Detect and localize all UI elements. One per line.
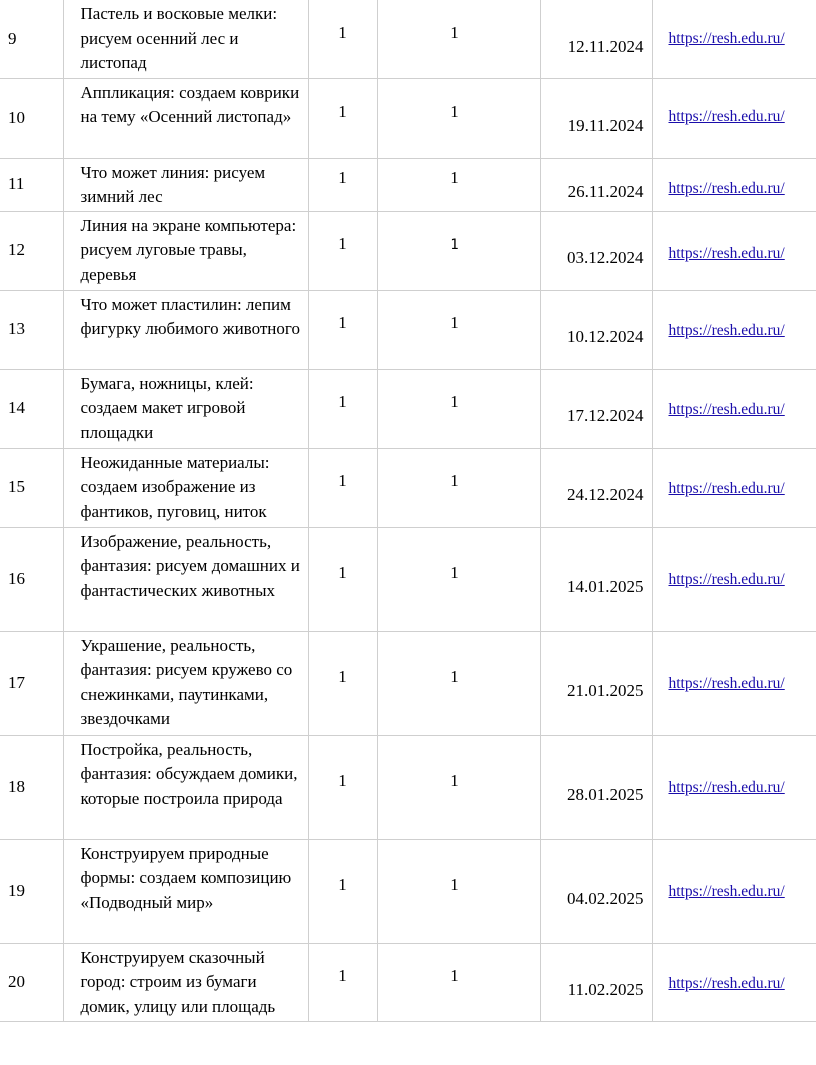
lesson-practice [377,527,540,631]
table-row [0,943,816,1021]
lesson-practice [377,631,540,735]
lesson-number: 12 [0,211,63,290]
lesson-topic: Конструируем природные формы: создаем композицию «Подводный мир» [63,839,308,943]
lesson-date-value: 17.12.2024 [567,406,644,426]
resource-link[interactable]: https://resh.edu.ru/ [668,400,785,418]
lesson-practice [377,290,540,369]
lesson-topic: Аппликация: создаем коврики на тему «Осенний листопад» [63,78,308,158]
lesson-date [540,735,652,839]
lesson-practice-value: 1 [450,101,459,121]
lesson-hours-value: 1 [338,22,347,42]
resource-link[interactable]: https://resh.edu.ru/ [668,674,785,692]
lesson-date-value: 28.01.2025 [567,784,644,804]
resource-link[interactable]: https://resh.edu.ru/ [668,30,785,47]
lesson-date-value: 14.01.2025 [567,576,644,596]
resource-link[interactable]: https://resh.edu.ru/ [668,882,785,900]
lesson-date [540,448,652,527]
resource-link[interactable]: https://resh.edu.ru/ [668,179,785,197]
lesson-topic: Украшение, реальность, фантазия: рисуем кружево со снежинками, паутинками, звездочками [63,631,308,735]
lesson-date [540,211,652,290]
lesson-practice-value: 1 [450,562,459,582]
lesson-resource [652,735,816,839]
lesson-practice [377,369,540,448]
lesson-hours-value: 1 [338,874,347,894]
lesson-topic: Что может пластилин: лепим фигурку любимого животного [63,290,308,369]
lesson-date [540,839,652,943]
lesson-date [540,369,652,448]
lesson-hours [308,448,377,527]
lesson-date-value: 12.11.2024 [567,36,644,56]
lesson-hours [308,78,377,158]
lesson-topic: Изображение, реальность, фантазия: рисуем домашних и фантастических животных [63,527,308,631]
lesson-hours-value: 1 [338,313,347,333]
lesson-date-value: 10.12.2024 [567,327,644,347]
lesson-practice-value: 1 [450,236,459,253]
lesson-hours-value: 1 [338,770,347,790]
lesson-resource [652,448,816,527]
lesson-hours-value: 1 [338,666,347,686]
lesson-date [540,943,652,1021]
lesson-number: 20 [0,943,63,1021]
table-row [0,211,816,290]
resource-link[interactable]: https://resh.edu.ru/ [668,974,785,992]
resource-link[interactable]: https://resh.edu.ru/ [668,778,785,796]
lesson-hours [308,839,377,943]
lesson-resource [652,78,816,158]
lesson-resource [652,631,816,735]
lesson-date [540,527,652,631]
lesson-hours-value: 1 [338,562,347,582]
lesson-hours [308,290,377,369]
lesson-topic: Конструируем сказочный город: строим из бумаги домик, улицу или площадь [63,943,308,1021]
lesson-hours [308,158,377,211]
lesson-practice-value: 1 [450,874,459,894]
table-row [0,290,816,369]
lesson-hours-value: 1 [338,471,347,491]
lesson-date-value: 19.11.2024 [567,115,644,135]
lesson-hours-value: 1 [338,101,347,121]
lesson-resource [652,527,816,631]
table-row [0,78,816,158]
lesson-hours [308,631,377,735]
resource-link[interactable]: https://resh.edu.ru/ [668,479,785,497]
table-row [0,527,816,631]
lesson-topic: Что может линия: рисуем зимний лес [63,158,308,211]
lesson-practice [377,448,540,527]
lesson-topic: Бумага, ножницы, клей: создаем макет игровой площадки [63,369,308,448]
lesson-practice-value: 1 [450,392,459,412]
lesson-practice-value: 1 [450,965,459,985]
table-row [0,735,816,839]
lesson-resource [652,943,816,1021]
resource-link[interactable]: https://resh.edu.ru/ [668,570,785,588]
lesson-hours-value: 1 [338,965,347,985]
lesson-practice-value: 1 [450,168,459,188]
lesson-resource [652,211,816,290]
resource-link[interactable]: https://resh.edu.ru/ [668,244,785,262]
lesson-date [540,158,652,211]
lesson-topic: Пастель и восковые мелки: рисуем осенний лес и листопад [63,0,308,78]
lesson-date [540,290,652,369]
lesson-practice [377,943,540,1021]
lesson-hours-value: 1 [338,234,347,254]
lesson-practice-value: 1 [450,471,459,491]
table-row [0,158,816,211]
lesson-date [540,78,652,158]
lesson-date [540,0,652,78]
lesson-date [540,631,652,735]
resource-link[interactable]: https://resh.edu.ru/ [668,107,785,125]
lesson-date-value: 26.11.2024 [567,182,644,202]
lesson-practice-value: 1 [450,770,459,790]
lesson-number: 13 [0,290,63,369]
lesson-practice-value: 1 [450,666,459,686]
table-row [0,839,816,943]
table-row [0,369,816,448]
lesson-date-value: 03.12.2024 [567,248,644,268]
lesson-hours [308,369,377,448]
lesson-hours [308,211,377,290]
table-row [0,631,816,735]
lesson-practice [377,735,540,839]
lesson-number: 15 [0,448,63,527]
lesson-hours-value: 1 [338,392,347,412]
lesson-date-value: 21.01.2025 [567,680,644,700]
lesson-hours [308,943,377,1021]
table-row [0,448,816,527]
lesson-date-value: 11.02.2025 [567,979,644,999]
lesson-hours-value: 1 [338,168,347,188]
lesson-practice [377,0,540,78]
lesson-number: 14 [0,369,63,448]
table-row [0,0,816,78]
lesson-number: 17 [0,631,63,735]
lesson-practice [377,158,540,211]
lesson-number: 19 [0,839,63,943]
lesson-resource [652,369,816,448]
lesson-practice-value: 1 [450,22,459,42]
lesson-number: 18 [0,735,63,839]
lesson-number: 10 [0,78,63,158]
lesson-topic: Постройка, реальность, фантазия: обсуждаем домики, которые построила природа [63,735,308,839]
lesson-practice [377,78,540,158]
lesson-date-value: 24.12.2024 [567,485,644,505]
lesson-resource [652,290,816,369]
lesson-number: 9 [0,0,63,78]
lesson-number: 11 [0,158,63,211]
lesson-practice [377,211,540,290]
lesson-topic: Линия на экране компьютера: рисуем луговые травы, деревья [63,211,308,290]
lesson-date-value: 04.02.2025 [567,888,644,908]
lesson-practice-value: 1 [450,313,459,333]
lesson-resource [652,0,816,78]
lesson-practice [377,839,540,943]
lesson-hours [308,527,377,631]
resource-link[interactable]: https://resh.edu.ru/ [668,321,785,339]
lesson-resource [652,158,816,211]
lesson-number: 16 [0,527,63,631]
lesson-resource [652,839,816,943]
lesson-hours [308,0,377,78]
lesson-topic: Неожиданные материалы: создаем изображение из фантиков, пуговиц, ниток [63,448,308,527]
lesson-hours [308,735,377,839]
